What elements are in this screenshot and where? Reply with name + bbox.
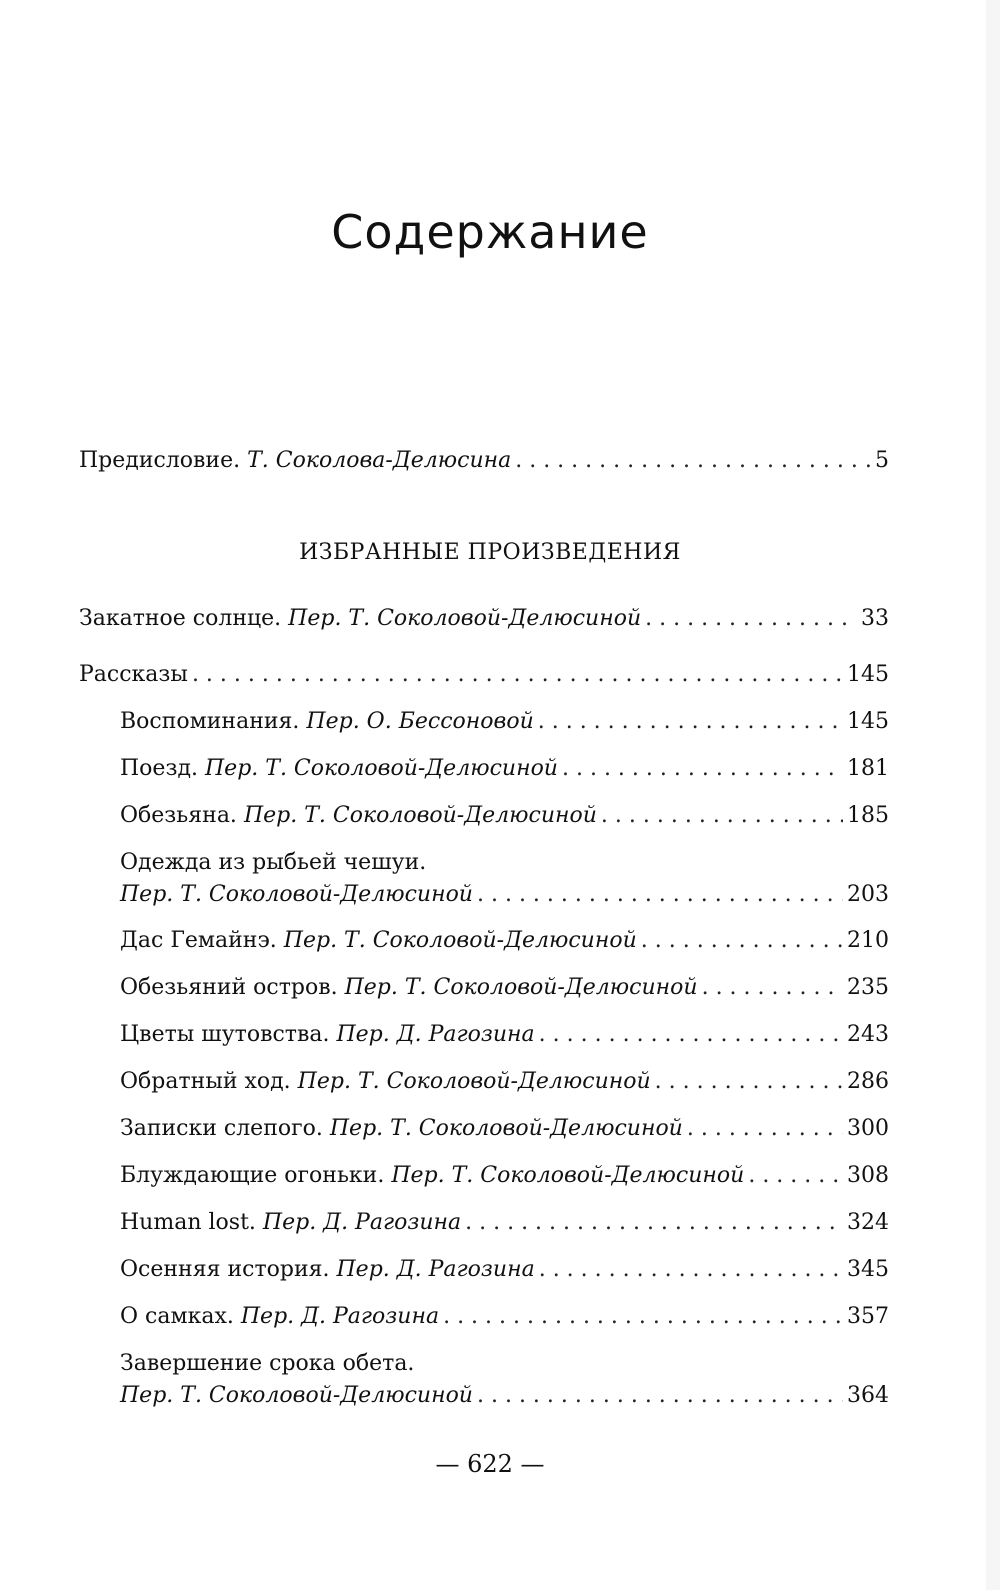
- toc-entry: [79, 604, 889, 634]
- entry-title: Предисловие.: [79, 448, 241, 473]
- dot-leader: [465, 1208, 843, 1238]
- entry-page-number: 33: [861, 606, 889, 631]
- entry-translator: Пер. Д. Рагозина: [336, 1022, 535, 1047]
- entry-translator: Пер. Д. Рагозина: [336, 1257, 535, 1282]
- entry-translator: Пер. Д. Рагозина: [240, 1304, 440, 1329]
- entry-translator: Пер. Т. Соколовой-Делюсиной: [120, 1383, 473, 1408]
- dot-leader: [655, 1067, 843, 1097]
- dot-leader: [539, 1255, 843, 1285]
- toc-subentry: [120, 707, 889, 737]
- entry-page-number: 181: [847, 756, 889, 781]
- entry-title: Блуждающие огоньки.: [120, 1163, 385, 1188]
- entry-translator: Пер. Т. Соколовой-Делюсиной: [391, 1163, 745, 1188]
- entry-page-number: 300: [847, 1116, 889, 1141]
- entry-title: О самках.: [120, 1304, 234, 1329]
- section-heading: ИЗБРАННЫЕ ПРОИЗВЕДЕНИЯ: [299, 540, 681, 565]
- dot-leader: [515, 446, 871, 476]
- entry-page-number: 203: [847, 882, 889, 907]
- toc-subentry: [120, 1208, 889, 1238]
- dot-leader: [192, 660, 843, 690]
- entry-page-number: 5: [875, 448, 889, 473]
- toc-subentry: [120, 1067, 889, 1097]
- page-number-footer: — 622 —: [435, 1450, 545, 1478]
- entry-title: Поезд.: [120, 756, 198, 781]
- page-edge: [986, 0, 1000, 1590]
- toc-entry-preface: [79, 446, 889, 476]
- entry-translator: Пер. Т. Соколовой-Делюсиной: [205, 756, 558, 781]
- entry-title: Записки слепого.: [120, 1116, 323, 1141]
- entry-translator: Пер. О. Бессоновой: [306, 709, 534, 734]
- entry-page-number: 210: [847, 928, 889, 953]
- toc-subentry: [120, 754, 889, 784]
- entry-title: Дас Гемайнэ.: [120, 928, 277, 953]
- toc-subentry: [120, 1020, 889, 1050]
- dot-leader: [477, 1381, 843, 1411]
- toc-subentry: [120, 1302, 889, 1332]
- entry-title: Завершение срока обета.: [120, 1351, 415, 1376]
- entry-translator: Пер. Т. Соколовой-Делюсиной: [120, 882, 473, 907]
- entry-title: Обезьяна.: [120, 803, 237, 828]
- entry-page-number: 357: [847, 1304, 889, 1329]
- entry-translator: Пер. Т. Соколовой-Делюсиной: [297, 1069, 651, 1094]
- entry-page-number: 235: [847, 975, 889, 1000]
- entry-page-number: 308: [847, 1163, 889, 1188]
- dot-leader: [687, 1114, 843, 1144]
- toc-entry-stories-group: [79, 660, 889, 690]
- page-title: Содержание: [331, 205, 649, 259]
- dot-leader: [601, 801, 843, 831]
- entry-page-number: 185: [847, 803, 889, 828]
- entry-title: Закатное солнце.: [79, 606, 282, 631]
- entry-page-number: 145: [847, 709, 889, 734]
- toc-subentry: [120, 973, 889, 1003]
- toc-subentry: [120, 1161, 889, 1191]
- entry-page-number: 324: [847, 1210, 889, 1235]
- entry-title: Обратный ход.: [120, 1069, 291, 1094]
- entry-page-number: 286: [847, 1069, 889, 1094]
- dot-leader: [539, 1020, 843, 1050]
- entry-title: Human lost.: [120, 1210, 256, 1235]
- entry-title: Осенняя история.: [120, 1257, 330, 1282]
- dot-leader: [538, 707, 843, 737]
- dot-leader: [562, 754, 843, 784]
- entry-translator: Пер. Т. Соколовой-Делюсиной: [283, 928, 637, 953]
- dot-leader: [645, 604, 857, 634]
- entry-page-number: 345: [847, 1257, 889, 1282]
- entry-translator: Пер. Д. Рагозина: [262, 1210, 462, 1235]
- dot-leader: [641, 926, 843, 956]
- entry-translator: Пер. Т. Соколовой-Делюсиной: [344, 975, 698, 1000]
- entry-title: Одежда из рыбьей чешуи.: [120, 850, 427, 875]
- toc-subentry: [120, 1255, 889, 1285]
- toc-subentry: [120, 1114, 889, 1144]
- entry-translator: Пер. Т. Соколовой-Делюсиной: [329, 1116, 683, 1141]
- dot-leader: [477, 880, 843, 910]
- toc-subentry-two-line: [120, 848, 889, 910]
- entry-page-number: 364: [847, 1383, 889, 1408]
- toc-subentry-two-line: [120, 1349, 889, 1411]
- entry-title: Цветы шутовства.: [120, 1022, 330, 1047]
- entry-page-number: 243: [847, 1022, 889, 1047]
- entry-translator: Т. Соколова-Делюсина: [247, 448, 512, 473]
- toc-subentry: [120, 801, 889, 831]
- toc-subentry: [120, 926, 889, 956]
- entry-title: Обезьяний остров.: [120, 975, 338, 1000]
- dot-leader: [702, 973, 843, 1003]
- entry-translator: Пер. Т. Соколовой-Делюсиной: [288, 606, 642, 631]
- entry-title: Воспоминания.: [120, 709, 300, 734]
- entry-translator: Пер. Т. Соколовой-Делюсиной: [243, 803, 597, 828]
- entry-title: Рассказы: [79, 662, 188, 687]
- dot-leader: [748, 1161, 843, 1191]
- dot-leader: [443, 1302, 843, 1332]
- entry-page-number: 145: [847, 662, 889, 687]
